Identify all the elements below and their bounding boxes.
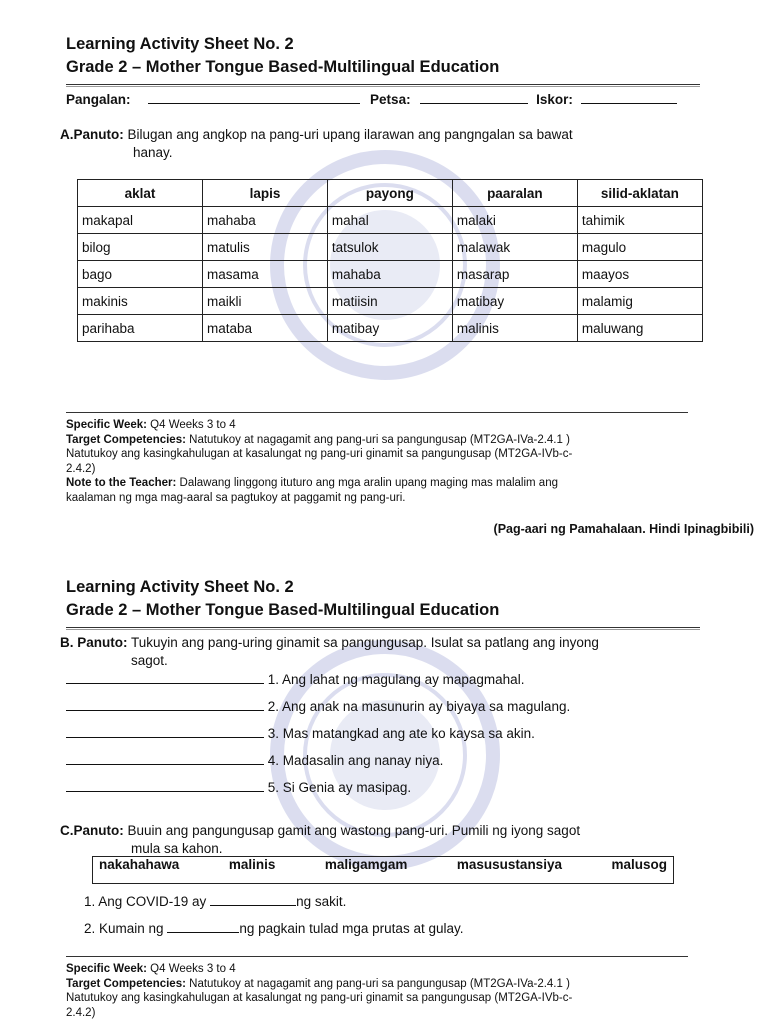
table-row (78, 315, 703, 342)
table-cell[interactable]: masarap (452, 261, 577, 288)
table-cell[interactable]: malamig (577, 288, 702, 315)
table-cell[interactable]: bago (78, 261, 203, 288)
table-row (78, 234, 703, 261)
item-text: 5. Si Genia ay masipag. (267, 780, 412, 795)
word-choice: malinis (228, 857, 276, 872)
score-label: Iskor: (536, 92, 573, 107)
divider (66, 412, 688, 413)
table-cell[interactable]: masama (202, 261, 327, 288)
competency-1: Natutukoy at nagagamit ang pang-uri sa pangungusap (MT2GA-IVa-2.4.1 ) (189, 977, 570, 990)
competency-2: Natutukoy ang kasingkahulugan at kasalungat ng pang-uri ginamit sa pangungusap (MT2GA-IVb-c- (66, 992, 573, 1004)
list-item (66, 724, 535, 742)
instruction-c (60, 822, 580, 839)
section-letter: A. (60, 127, 74, 142)
list-item (66, 697, 570, 715)
table-row (78, 288, 703, 315)
table-cell[interactable]: maikli (202, 288, 327, 315)
table-cell[interactable]: tatsulok (327, 234, 452, 261)
table-cell[interactable]: matiisin (327, 288, 452, 315)
table-cell[interactable]: mahal (327, 207, 452, 234)
competency-1: Natutukoy at nagagamit ang pang-uri sa pangungusap (MT2GA-IVa-2.4.1 ) (189, 433, 570, 446)
answer-blank[interactable] (66, 778, 264, 792)
table-row (78, 207, 703, 234)
list-item (84, 919, 463, 937)
table-cell[interactable]: magulo (577, 234, 702, 261)
table-cell[interactable]: maluwang (577, 315, 702, 342)
item-text: ng sakit. (296, 894, 347, 909)
item-text: ng pagkain tulad mga prutas at gulay. (239, 921, 464, 936)
answer-blank[interactable] (66, 724, 264, 738)
competency-2: Natutukoy ang kasingkahulugan at kasalungat ng pang-uri ginamit sa pangungusap (MT2GA-IVb-c- (66, 448, 573, 460)
date-label: Petsa: (370, 92, 411, 107)
table-cell[interactable]: bilog (78, 234, 203, 261)
table-cell[interactable]: maayos (577, 261, 702, 288)
table-cell[interactable]: makapal (78, 207, 203, 234)
week-label: Specific Week: (66, 419, 147, 431)
table-cell[interactable]: malinis (452, 315, 577, 342)
table-cell[interactable]: parihaba (78, 315, 203, 342)
instruction-text-cont: mula sa kahon. (131, 841, 223, 856)
week-label: Specific Week: (66, 963, 147, 975)
instruction-text-cont: hanay. (133, 145, 173, 160)
item-text: 1. Ang lahat ng magulang ay mapagmahal. (267, 672, 525, 687)
column-header: aklat (78, 180, 203, 207)
item-text: 4. Madasalin ang nanay niya. (267, 753, 444, 768)
competency-2-cont: 2.4.2) (66, 462, 96, 475)
answer-blank[interactable] (66, 697, 264, 711)
column-header: silid-aklatan (577, 180, 702, 207)
item-text: 2. Kumain ng (84, 921, 164, 936)
competencies-label: Target Competencies: (66, 977, 186, 990)
table-cell[interactable]: matibay (452, 288, 577, 315)
item-text: 3. Mas matangkad ang ate ko kaysa sa akin. (267, 726, 535, 741)
week-value: Q4 Weeks 3 to 4 (150, 419, 236, 431)
sheet-subtitle: Grade 2 – Mother Tongue Based-Multilingual Education (66, 601, 500, 619)
instruction-a (60, 126, 573, 143)
teacher-notes (66, 962, 706, 1020)
week-value: Q4 Weeks 3 to 4 (150, 963, 236, 975)
list-item (66, 670, 524, 688)
adjective-table (77, 179, 703, 342)
item-text: 1. Ang COVID-19 ay (84, 894, 207, 909)
competencies-label: Target Competencies: (66, 433, 186, 446)
panuto-label: Panuto: (73, 127, 124, 142)
list-item (84, 892, 346, 910)
header-fields-row: Pangalan: Petsa: Iskor: (66, 91, 677, 108)
table-cell[interactable]: matulis (202, 234, 327, 261)
instruction-text: Bilugan ang angkop na pang-uri upang ilarawan ang pangngalan sa bawat (127, 127, 573, 142)
word-choice: masusustansiya (456, 857, 562, 872)
answer-blank[interactable] (66, 670, 264, 684)
table-cell[interactable]: makinis (78, 288, 203, 315)
table-cell[interactable]: matibay (327, 315, 452, 342)
instruction-text: Buuin ang pangungusap gamit ang wastong pang-uri. Pumili ng iyong sagot (127, 823, 581, 838)
answer-blank[interactable] (167, 919, 239, 933)
table-cell[interactable]: malawak (452, 234, 577, 261)
instruction-text-cont: sagot. (131, 653, 168, 668)
column-header: lapis (202, 180, 327, 207)
panuto-label: Panuto: (77, 635, 128, 650)
name-field[interactable] (148, 91, 360, 104)
divider (66, 627, 700, 630)
teacher-notes (66, 418, 706, 505)
name-label: Pangalan (66, 92, 127, 107)
column-header: payong (327, 180, 452, 207)
table-cell[interactable]: mahaba (202, 207, 327, 234)
table-cell[interactable]: mataba (202, 315, 327, 342)
panuto-label: Panuto: (73, 823, 124, 838)
item-text: 2. Ang anak na masunurin ay biyaya sa magulang. (267, 699, 571, 714)
instruction-text: Tukuyin ang pang-uring ginamit sa pangungusap. Isulat sa patlang ang inyong (131, 635, 599, 650)
table-cell[interactable]: mahaba (327, 261, 452, 288)
section-letter: C. (60, 823, 74, 838)
note-text: Dalawang linggong ituturo ang mga aralin upang maging mas malalim ang (179, 477, 558, 489)
answer-blank[interactable] (210, 892, 296, 906)
date-field[interactable] (420, 91, 528, 104)
word-choice: maligamgam (324, 857, 408, 872)
table-cell[interactable]: malaki (452, 207, 577, 234)
divider (66, 84, 700, 87)
score-field[interactable] (581, 91, 677, 104)
column-header: paaralan (452, 180, 577, 207)
word-choice: malusog (611, 857, 667, 872)
note-text-cont: kaalaman ng mga mag-aaral sa pagtukoy at paggamit ng pang-uri. (66, 491, 406, 504)
section-letter: B. (60, 635, 74, 650)
sheet-subtitle: Grade 2 – Mother Tongue Based-Multilingual Education (66, 58, 500, 76)
sheet-title: Learning Activity Sheet No. 2 (66, 35, 294, 53)
answer-blank[interactable] (66, 751, 264, 765)
list-item (66, 778, 411, 796)
word-box (92, 856, 674, 884)
table-row (78, 261, 703, 288)
competency-2-cont: 2.4.2) (66, 1006, 96, 1019)
instruction-b (60, 634, 599, 651)
divider (66, 956, 688, 957)
word-choice: nakahahawa (99, 857, 180, 872)
ownership-footer: (Pag-aari ng Pamahalaan. Hindi Ipinagbibili) (493, 522, 754, 536)
sheet-title: Learning Activity Sheet No. 2 (66, 578, 294, 596)
table-header-row (78, 180, 703, 207)
table-cell[interactable]: tahimik (577, 207, 702, 234)
note-label: Note to the Teacher: (66, 477, 177, 489)
list-item (66, 751, 443, 769)
